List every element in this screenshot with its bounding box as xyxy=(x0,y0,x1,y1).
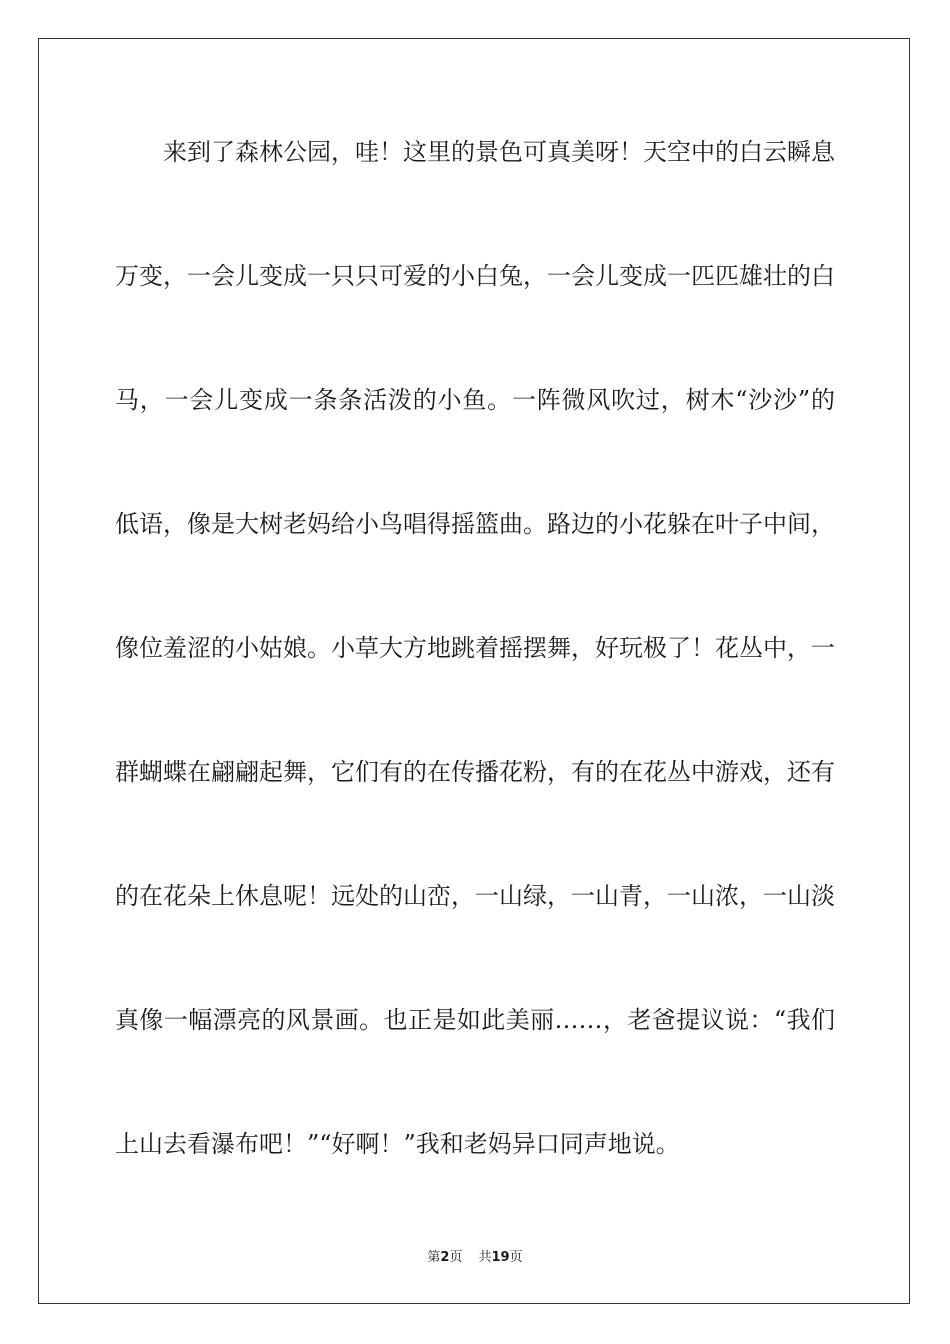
page-prefix: 第 xyxy=(427,1250,441,1265)
text-line: 来到了森林公园，哇！这里的景色可真美呀！天空中的白云瞬息 xyxy=(163,138,835,166)
page-number: 2 xyxy=(440,1250,450,1265)
document-body xyxy=(115,128,835,1244)
text-line: 的在花朵上休息呢！远处的山峦，一山绿，一山青，一山浓，一山淡 xyxy=(115,882,835,910)
text-line: 低语，像是大树老妈给小鸟唱得摇篮曲。路边的小花躲在叶子中间， xyxy=(115,510,835,538)
total-prefix: 共 xyxy=(478,1250,492,1265)
text-line: 像位羞涩的小姑娘。小草大方地跳着摇摆舞，好玩极了！花丛中，一 xyxy=(115,634,835,662)
page-suffix: 页 xyxy=(449,1250,463,1265)
total-pages: 19 xyxy=(491,1250,510,1265)
text-line: 万变，一会儿变成一只只可爱的小白兔，一会儿变成一匹匹雄壮的白 xyxy=(115,262,835,290)
text-line: 群蝴蝶在翩翩起舞，它们有的在传播花粉，有的在花丛中游戏，还有 xyxy=(115,758,835,786)
page-footer xyxy=(0,1246,950,1265)
text-line: 上山去看瀑布吧！”“好啊！”我和老妈异口同声地说。 xyxy=(115,1130,680,1158)
text-line: 真像一幅漂亮的风景画。也正是如此美丽……，老爸提议说：“我们 xyxy=(115,1006,835,1034)
total-suffix: 页 xyxy=(509,1250,523,1265)
text-line: 马，一会儿变成一条条活泼的小鱼。一阵微风吹过，树木“沙沙”的 xyxy=(115,386,835,414)
